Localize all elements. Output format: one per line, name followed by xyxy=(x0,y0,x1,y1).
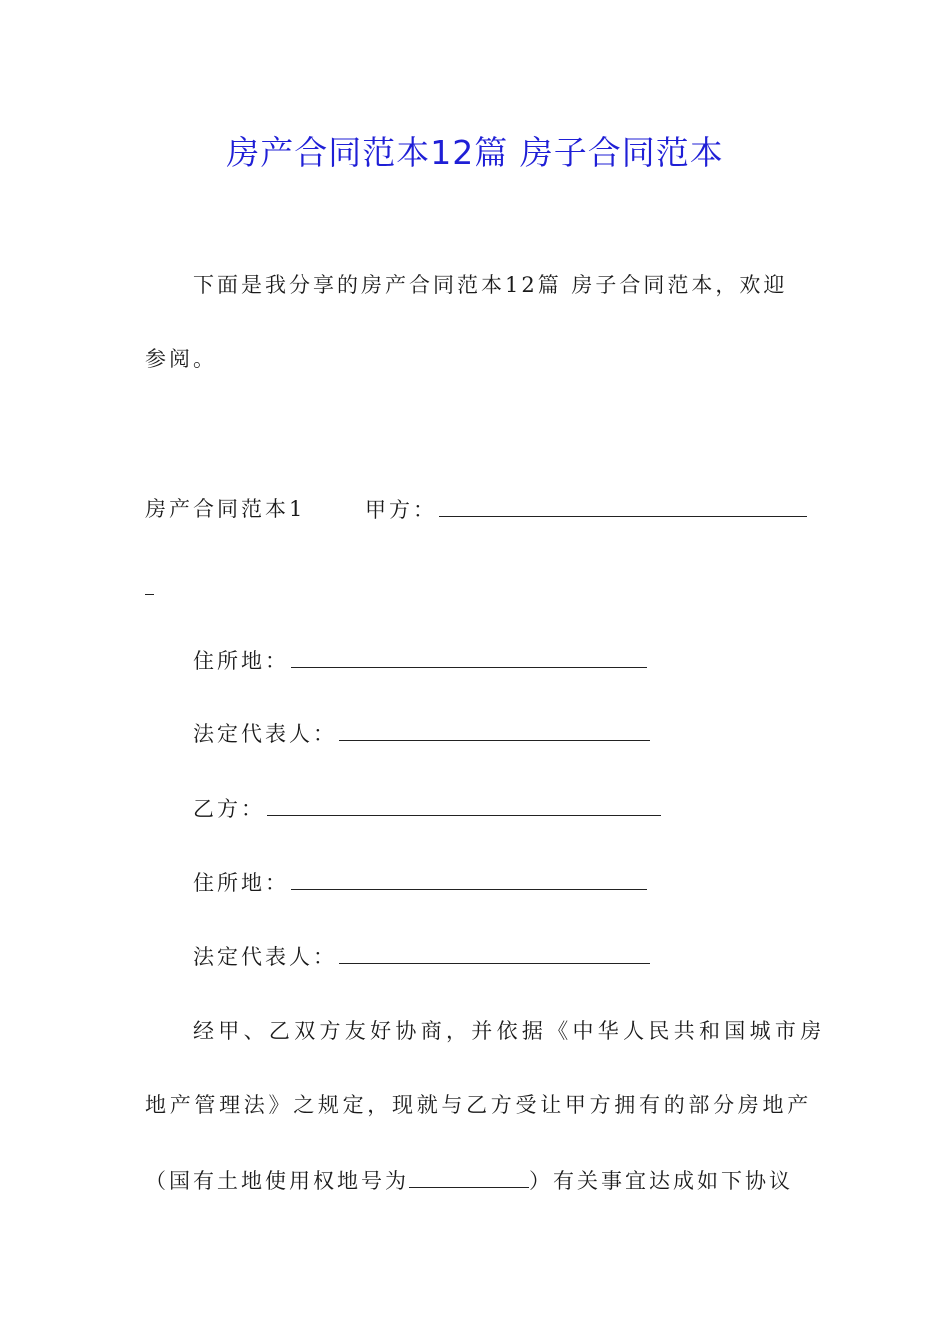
party-b-address-row xyxy=(193,867,647,898)
party-a-label: 甲方： xyxy=(365,498,437,522)
party-a-rep-label: 法定代表人： xyxy=(193,722,337,746)
document-title: 房产合同范本12篇 房子合同范本 xyxy=(226,133,724,172)
party-b-rep-blank xyxy=(339,941,650,964)
party-a-address-blank xyxy=(291,645,647,668)
party-a-row xyxy=(365,494,807,525)
body-line-2: 地产管理法》之规定，现就与乙方受让甲方拥有的部分房地产 xyxy=(145,1093,812,1117)
line-continuation-blank xyxy=(145,594,154,595)
party-a-blank xyxy=(439,494,807,517)
party-a-address-label: 住所地： xyxy=(193,649,289,673)
party-a-address-row xyxy=(193,645,647,676)
party-b-label: 乙方： xyxy=(193,797,265,821)
party-a-rep-row xyxy=(193,718,650,749)
party-b-rep-row xyxy=(193,941,650,972)
party-b-blank xyxy=(267,793,661,816)
party-b-rep-label: 法定代表人： xyxy=(193,945,337,969)
party-b-address-label: 住所地： xyxy=(193,871,289,895)
body-line-3 xyxy=(145,1165,793,1196)
intro-line-1: 下面是我分享的房产合同范本12篇 房子合同范本，欢迎 xyxy=(193,273,788,297)
section-heading-row xyxy=(145,494,305,524)
party-b-address-blank xyxy=(291,867,647,890)
body-line-3-start: （国有土地使用权地号为 xyxy=(145,1169,409,1193)
land-number-blank xyxy=(409,1165,529,1188)
party-a-rep-blank xyxy=(339,718,650,741)
body-line-1: 经甲、乙双方友好协商，并依据《中华人民共和国城市房 xyxy=(193,1019,826,1043)
intro-line-2: 参阅。 xyxy=(145,347,217,371)
party-b-row xyxy=(193,793,661,824)
body-line-3-end: ）有关事宜达成如下协议 xyxy=(529,1169,793,1193)
section-heading: 房产合同范本1 xyxy=(145,497,306,521)
